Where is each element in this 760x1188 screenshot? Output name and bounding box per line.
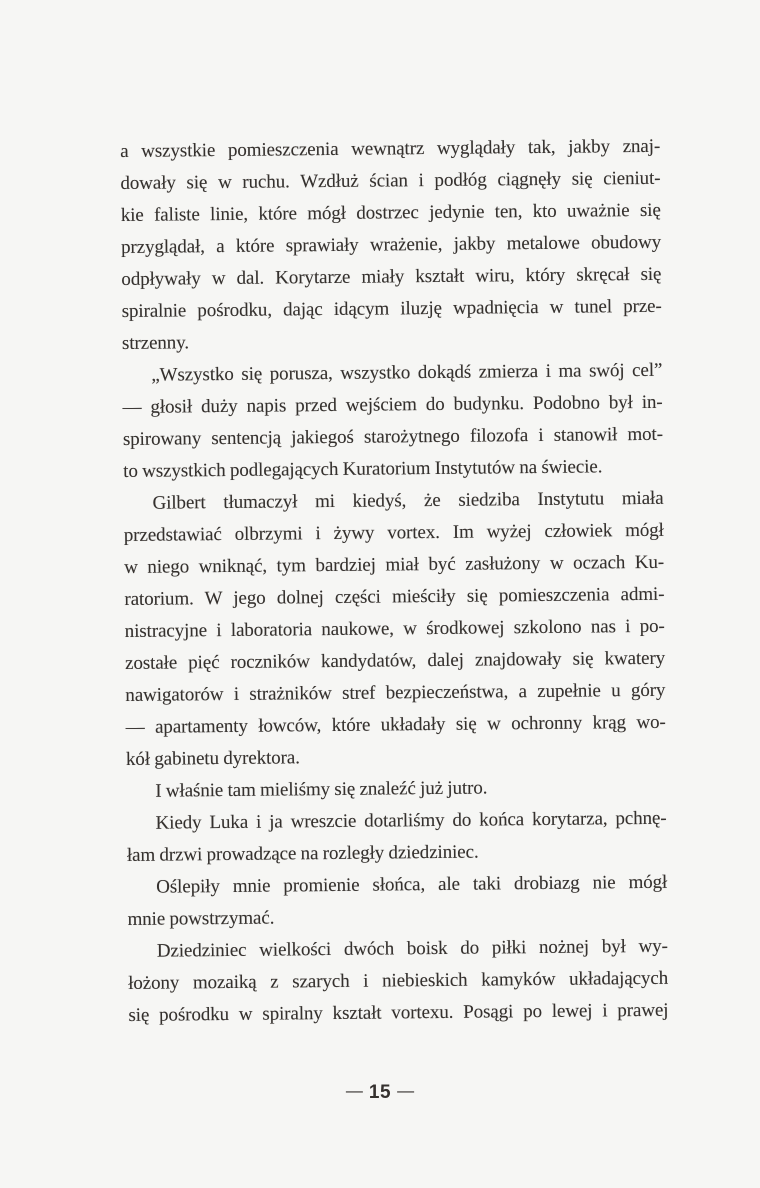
text-line: spirowany sentencją jakiegoś starożytnego filozofa i stanowił mot- <box>122 423 663 450</box>
text-line: spiralnie pośrodku, dając idącym iluzję wpadnięcia w tunel prze- <box>121 295 662 322</box>
text-line: kół gabinetu dyrektora. <box>125 747 300 770</box>
text-line: to wszystkich podlegających Kuratorium Instytutów na świecie. <box>123 456 603 482</box>
page-number <box>0 1082 760 1104</box>
text-line: się pośrodku w spiralny kształt vortexu. Posągi po lewej i prawej <box>128 999 669 1026</box>
text-line: Dziedziniec wielkości dwóch boisk do piłki nożnej był wy- <box>156 935 668 962</box>
text-line: ratorium. W jego dolnej części mieściły się pomieszczenia admi- <box>124 583 665 610</box>
text-line: Gilbert tłumaczył mi kiedyś, że siedziba Instytutu miała <box>152 487 664 514</box>
page-text <box>120 131 669 1032</box>
paragraph <box>126 771 666 808</box>
text-line: I właśnie tam mieliśmy się znaleźć już jutro. <box>155 777 488 802</box>
paragraph <box>120 131 662 360</box>
page-number-dash-right: — <box>397 1081 415 1100</box>
text-line: — apartamenty łowców, które układały się w ochronny krąg wo- <box>125 711 666 738</box>
text-line: łożony mozaiką z szarych i niebieskich kamyków układających <box>128 967 669 994</box>
text-line: strzenny. <box>121 332 190 354</box>
text-line: przedstawiać olbrzymi i żywy vortex. Im wyżej człowiek mógł <box>123 519 664 546</box>
text-line: kie faliste linie, które mógł dostrzec jedynie ten, kto uważnie się <box>120 199 661 226</box>
text-line: odpływały w dal. Korytarze miały kształt wiru, który skręcał się <box>121 263 662 290</box>
page-number-dash-left: — <box>345 1081 363 1100</box>
paragraph <box>123 483 666 776</box>
text-line: nawigatorów i strażników stref bezpieczeństwa, a zupełnie u góry <box>125 679 666 706</box>
text-line: przyglądał, a które sprawiały wrażenie, jakby metalowe obudowy <box>120 231 662 258</box>
text-line: łam drzwi prowadzące na rozległy dziedziniec. <box>126 841 479 866</box>
text-line: — głosił duży napis przed wejściem do budynku. Podobno był in- <box>122 391 663 418</box>
text-line: mnie powstrzymać. <box>127 907 275 930</box>
paragraph <box>126 803 667 872</box>
paragraph <box>127 867 668 936</box>
text-line: a wszystkie pomieszczenia wewnątrz wyglądały tak, jakby znaj- <box>120 135 661 162</box>
text-line: nistracyjne i laboratoria naukowe, w środkowej szkolono nas i po- <box>124 615 665 642</box>
text-line: „Wszystko się porusza, wszystko dokądś zmierza i ma swój cel” <box>151 359 663 386</box>
text-line: w niego wniknąć, tym bardziej miał być zasłużony w oczach Ku- <box>124 551 665 578</box>
text-line: dowały się w ruchu. Wzdłuż ścian i podłóg ciągnęły się cieniut- <box>120 167 661 194</box>
text-line: zostałe pięć roczników kandydatów, dalej znajdowały się kwatery <box>124 647 666 674</box>
page-number-value: 15 <box>368 1082 392 1103</box>
text-line: Oślepiły mnie promienie słońca, ale taki drobiazg nie mógł <box>156 871 668 898</box>
text-line: Kiedy Luka i ja wreszcie dotarliśmy do końca korytarza, pchnę- <box>155 807 667 834</box>
paragraph <box>122 355 663 488</box>
paragraph <box>128 931 669 1032</box>
